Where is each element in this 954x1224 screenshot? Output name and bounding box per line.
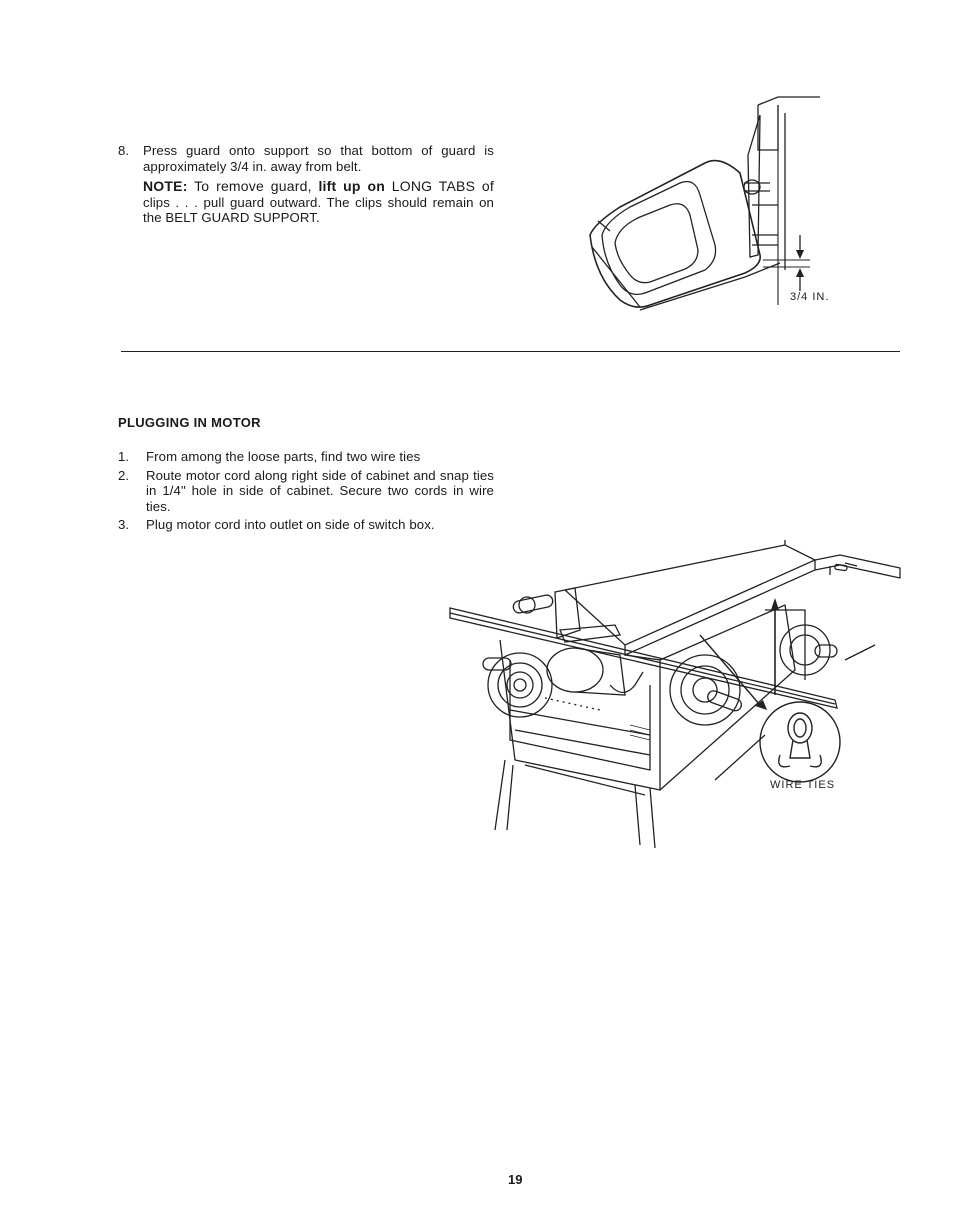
- step-text: From among the loose parts, find two wire ties: [146, 449, 421, 464]
- step-text: Route motor cord along right side of cabinet and snap ties in 1/4" hole in side of cabinet. Secure two cords in wire ties.: [146, 467, 494, 514]
- note-label: NOTE:: [143, 178, 188, 194]
- section-divider: [121, 351, 900, 352]
- note-bold: lift up on: [318, 178, 385, 194]
- list-item: [118, 517, 494, 533]
- list-item: [118, 468, 494, 515]
- steps-list: [118, 449, 494, 536]
- step-text: Plug motor cord into outlet on side of switch box.: [146, 517, 435, 532]
- page-number: 19: [508, 1172, 523, 1187]
- note-pre: To remove guard,: [187, 178, 319, 194]
- wire-tie-icon: [760, 702, 840, 782]
- step-8-text: Press guard onto support so that bottom of guard is approximately 3/4 in. away from belt.: [143, 143, 494, 174]
- note-rest: clips . . . pull guard outward. The clips should remain on the BELT GUARD SUPPORT.: [143, 194, 494, 225]
- step-8: [118, 143, 494, 174]
- note-paragraph: [143, 179, 494, 226]
- belt-guard-illustration: [580, 95, 870, 335]
- step-number: 1.: [118, 449, 130, 464]
- note-caps: LONG TABS of: [384, 178, 494, 194]
- step-number: 3.: [118, 517, 130, 532]
- wire-ties-label: WIRE TIES: [770, 779, 836, 791]
- dimension-label: 3/4 IN.: [790, 291, 830, 303]
- step-number: 2.: [118, 467, 130, 483]
- up-arrow-icon: [771, 598, 779, 610]
- section-heading: PLUGGING IN MOTOR: [118, 415, 261, 430]
- list-item: [118, 449, 494, 465]
- table-saw-illustration: [445, 530, 910, 850]
- step-8-number: 8.: [118, 143, 130, 158]
